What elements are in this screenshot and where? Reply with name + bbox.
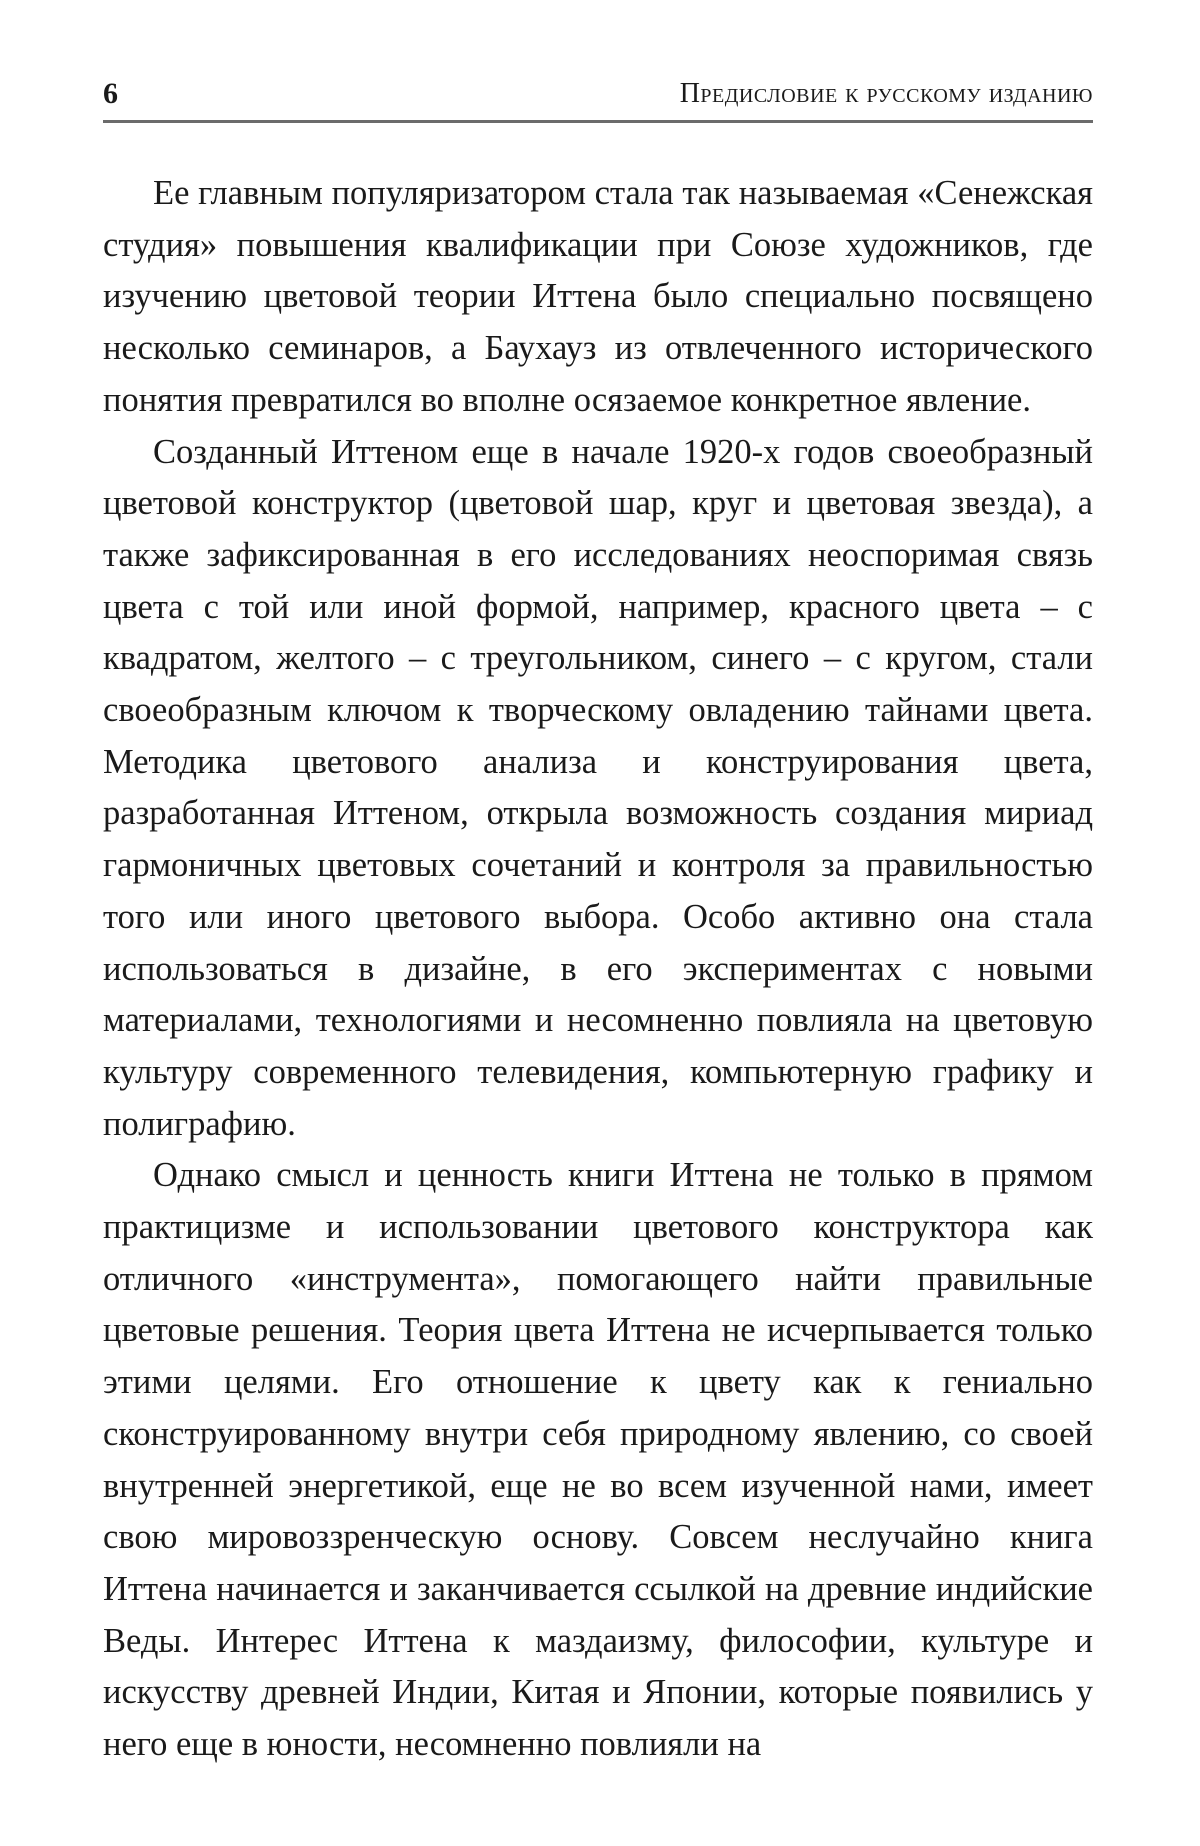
book-page [103,0,1093,1846]
page-number: 6 [103,77,118,110]
paragraph-1: Ее главным популяризатором стала так называемая «Сенежская студия» повышения квалификации при Союзе художников, где изучению цветовой теории Иттена было специально посвящено несколько семинаров, а Баухауз из отвлеченного исторического понятия превратился во вполне осязаемое конкретное явление. [103,174,1093,419]
paragraph-2: Созданный Иттеном еще в начале 1920-х годов своеобразный цветовой конструктор (цветовой шар, круг и цветовая звезда), а также зафиксированная в его исследованиях неоспоримая связь цвета с той или иной формой, например, красного цвета – с квадратом, желтого – с треугольником, синего – с кругом, стали своеобразным ключом к творческому овладению тайнами цвета. Методика цветового анализа и конструирования цвета, разработанная Иттеном, открыла возможность создания мириад гармоничных цветовых сочетаний и контроля за правильностью того или иного цветового выбора. Особо активно она стала использоваться в дизайне, в его экспериментах с новыми материалами, технологиями и несомненно повлияла на цветовую культуру современного телевидения, компьютерную графику и полиграфию. [103,432,1093,1143]
section-title: Предисловие к русскому изданию [679,78,1093,109]
running-header [103,76,1093,123]
body-text [103,168,1093,1771]
paragraph-3: Однако смысл и ценность книги Иттена не только в прямом практицизме и использовании цветового конструктора как отличного «инструмента», помогающего найти правильные цветовые решения. Теория цвета Иттена не исчерпывается только этими целями. Его отношение к цвету как к гениально сконструированному внутри себя природному явлению, со своей внутренней энергетикой, еще не во всем изученной нами, имеет свою мировоззренческую основу. Совсем неслучайно книга Иттена начинается и заканчивается ссылкой на древние индийские Веды. Интерес Иттена к маздаизму, философии, культуре и искусству древней Индии, Китая и Японии, которые появились у него еще в юности, несомненно повлияли на [103,1156,1093,1764]
